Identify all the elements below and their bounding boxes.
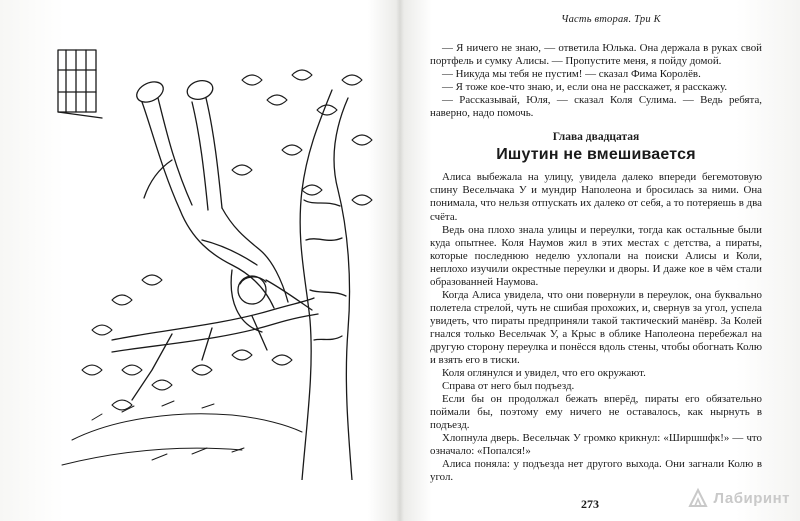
page-number: 273: [581, 497, 599, 511]
paragraph: Если бы он продолжал бежать вперёд, пираты его обязательно поймали бы, поэтому ему ничего не оставалось, как нырнуть в подъезд.: [430, 393, 762, 432]
ground-shape: [62, 401, 302, 465]
paragraph: Справа от него был подъезд.: [442, 380, 575, 393]
paragraph: — Рассказывай, Юля, — сказал Коля Сулима. — Ведь ребята, наверно, надо помочь.: [430, 94, 762, 120]
text-block: [430, 42, 762, 485]
chapter-number: Глава двадцатая: [552, 131, 640, 144]
paragraph: Ведь она плохо знала улицы и переулки, тогда как остальные были куда опытнее. Коля Наумов жил в этих местах с детства, а пираты, которые последнюю неделю ухлопали на поиски Алисы и Коли, неплохо изучили окрестные переулки и дворы. И даже кое в чём стали образованней Наумова.: [430, 223, 762, 288]
paragraph: — Никуда мы тебя не пустим! — сказал Фима Королёв.: [442, 68, 701, 81]
paragraph: — Я ничего не знаю, — ответила Юлька. Она держала в руках свой портфель и сумку Алисы. — Пропустите меня, я пойду домой.: [430, 42, 762, 68]
paragraph: Коля оглянулся и увидел, что его окружают.: [442, 367, 646, 380]
boy-figure-shape: [134, 78, 312, 332]
right-page: [430, 14, 762, 514]
branch-shape: [112, 298, 318, 400]
paragraph: Алиса выбежала на улицу, увидела далеко впереди бегемотовую спину Весельчака У и мундир Наполеона и бросилась за ними. Она понимала, что нельзя отпускать их далеко от себя, а то потеряешь в два счёта.: [430, 171, 762, 223]
labirint-logo-icon: [687, 487, 709, 509]
illustration-boy-in-tree: [52, 40, 377, 480]
watermark-text: Лабиринт: [713, 489, 790, 507]
watermark: [687, 487, 790, 509]
window-shape: [58, 50, 102, 118]
tree-trunk-shape: [300, 90, 352, 480]
chapter-title: Ишутин не вмешивается: [496, 146, 696, 164]
paragraph: Хлопнула дверь. Весельчак У громко крикнул: «Ширшшфк!» — что означало: «Попался!»: [430, 432, 762, 458]
pen-drawing: [52, 40, 377, 480]
paragraph: — Я тоже кое-что знаю, и, если она не расскажет, я расскажу.: [442, 81, 728, 94]
book-gutter: [396, 0, 404, 521]
paragraph: Когда Алиса увидела, что они повернули в переулок, она буквально полетела стрелой, чуть не сшибая прохожих, и, свернув за угол, успела увидеть, что пираты предприняли такой тактический манёвр. За Колей гнался только Весельчак У, а Крыс в облике Наполеона перебежал на другую сторону переулка и понёсся вдоль стены, чтобы обогнать Колю и взять его в тиски.: [430, 288, 762, 367]
paragraph: Алиса поняла: у подъезда нет другого выхода. Они загнали Колю в угол.: [430, 458, 762, 484]
running-head: Часть вторая. Три К: [561, 14, 661, 25]
